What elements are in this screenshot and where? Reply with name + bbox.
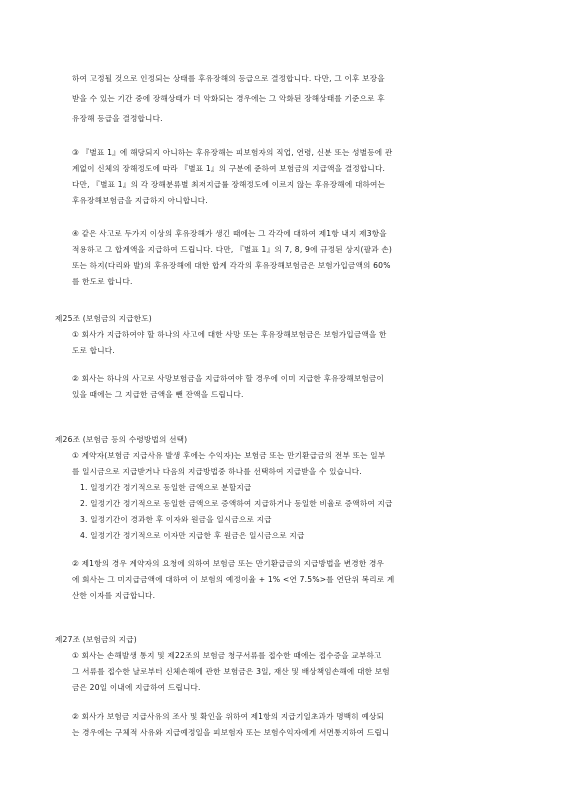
article-heading: 제25조 (보험금의 지급한도) [55, 314, 152, 323]
text-line: 후유장해보험금을 지급하지 아니합니다. [72, 196, 208, 205]
text-line: ② 제1항의 경우 계약자의 요청에 의하여 보험금 또는 만기환급금의 지급방법을 변경한 경우 [72, 559, 385, 568]
text-line: 를 일시금으로 지급받거나 다음의 지급방법중 하나를 선택하여 지급받을 수 있습니다. [72, 467, 362, 476]
text-line: 받을 수 있는 기간 중에 장해상태가 더 악화되는 경우에는 그 악화된 장해상태를 기준으로 후 [72, 94, 385, 103]
text-line: ① 회사가 지급하여야 할 하나의 사고에 대한 사망 또는 후유장해보험금은 보험가입금액을 한 [72, 330, 387, 339]
text-line: 하여 고정될 것으로 인정되는 상태를 후유장해의 등급으로 결정합니다. 다만, 그 이후 보장을 [72, 74, 385, 83]
text-line: ② 회사가 보험금 지급사유의 조사 및 확인을 위하여 제1항의 지급기일초과가 명백히 예상되 [72, 712, 385, 721]
text-line: 는 경우에는 구체적 사유와 지급예정일을 피보험자 또는 보험수익자에게 서면통지하여 드립니 [72, 728, 390, 737]
list-item: 2. 일정기간 정기적으로 동일한 금액으로 증액하여 지급하거나 동일한 비율로 증액하여 지급 [80, 499, 393, 508]
list-item: 4. 일정기간 정기적으로 이자만 지급한 후 원금은 일시금으로 지급 [80, 531, 305, 540]
list-item: 1. 일정기간 정기적으로 동일한 금액으로 분할지급 [80, 483, 252, 492]
list-item: 3. 일정기간이 경과한 후 이자와 원금을 일시금으로 지급 [80, 515, 272, 524]
text-line: 유장해 등급을 결정합니다. [72, 114, 163, 123]
text-line: 산한 이자를 지급합니다. [72, 591, 156, 600]
article-heading: 제27조 (보험금의 지급) [55, 635, 137, 644]
text-line: 그 서류를 접수한 날로부터 신체손해에 관한 보험금은 3일, 재산 및 배상책임손해에 대한 보험 [72, 667, 390, 676]
text-line: 다만, 『별표 1』의 각 장해분류별 최저지급률 장해정도에 이르지 않는 후유장해에 대하여는 [72, 180, 386, 189]
text-line: 를 한도로 합니다. [72, 277, 133, 286]
text-line: 계없이 신체의 장해정도에 따라 『별표 1』의 구분에 준하여 보험금의 지급액을 결정합니다. [72, 164, 386, 173]
article-heading: 제26조 (보험금 등의 수령방법의 선택) [55, 435, 188, 444]
text-line: 에 회사는 그 미지급금액에 대하여 이 보험의 예정이율 + 1% <연 7.5%>를 연단위 복리로 계 [72, 575, 395, 584]
text-line: 적용하고 그 합계액을 지급하여 드립니다. 다만, 『별표 1』의 7, 8, 9에 규정된 상지(팔과 손) [72, 245, 393, 254]
text-line: 금은 20일 이내에 지급하여 드립니다. [72, 683, 201, 692]
text-line: 도로 합니다. [72, 346, 115, 355]
text-line: ① 계약자(보험금 지급사유 발생 후에는 수익자)는 보험금 또는 만기환급금의 전부 또는 일부 [72, 451, 386, 460]
text-line: 있을 때에는 그 지급한 금액을 뺀 잔액을 드립니다. [72, 390, 244, 399]
text-line: ④ 같은 사고로 두가지 이상의 후유장해가 생긴 때에는 그 각각에 대하여 제1항 내지 제3항을 [72, 229, 387, 238]
text-line: ② 회사는 하나의 사고로 사망보험금을 지급하여야 할 경우에 이미 지급한 후유장해보험금이 [72, 374, 384, 383]
text-line: 또는 하지(다리와 발)의 후유장해에 대한 합계 각각의 후유장해보험금은 보험가입금액의 60% [72, 261, 391, 270]
text-line: ③ 『별표 1』에 해당되지 아니하는 후유장해는 피보험자의 직업, 연령, 신분 또는 성별등에 관 [72, 148, 393, 157]
text-line: ① 회사는 손해발생 통지 및 제22조의 보험금 청구서류를 접수한 때에는 접수증을 교부하고 [72, 651, 382, 660]
